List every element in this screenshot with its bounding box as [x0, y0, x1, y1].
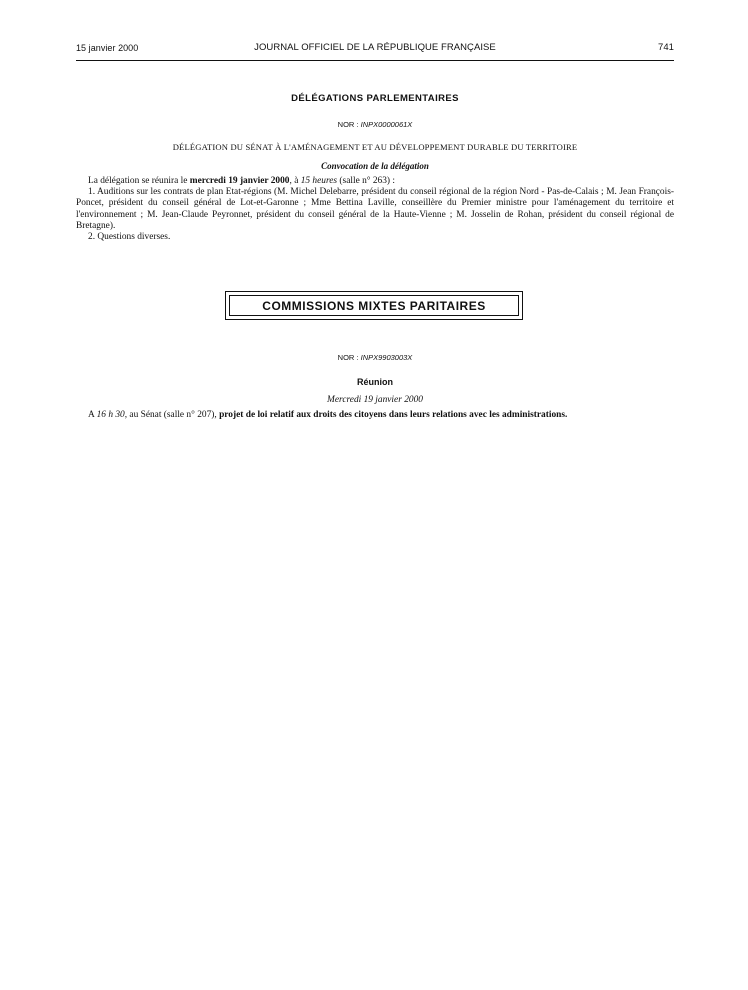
commissions-title-box: [225, 291, 523, 320]
intro-date: mercredi 19 janvier 2000: [189, 176, 290, 186]
commissions-title: COMMISSIONS MIXTES PARITAIRES: [229, 295, 519, 316]
intro-time: 15 heures: [300, 176, 338, 186]
section-commissions: [76, 353, 674, 421]
agenda-item-1: 1. Auditions sur les contrats de plan Etat-régions (M. Michel Delebarre, président du conseil régional de la région Nord - Pas-de-Calais ; M. Jean François-Poncet, président du conseil général de Lot-et-Garonne ; Mme Bettina Laville, conseillère du Premier ministre pour l'aménagement du territoire et l'environnement ; M. Jean-Claude Peyronnet, président du conseil général de la Haute-Vienne ; M. Josselin de Rohan, président du conseil régional de Bretagne).: [76, 187, 674, 231]
page-header: [76, 42, 674, 56]
nor-label-2: NOR :: [337, 353, 359, 362]
nor-reference: [76, 120, 674, 132]
section-delegations: [76, 93, 674, 243]
header-journal-title: JOURNAL OFFICIEL DE LA RÉPUBLIQUE FRANÇAISE: [254, 42, 496, 53]
meeting-prefix: A: [88, 410, 95, 420]
meeting-line: [76, 410, 674, 421]
delegation-title: DÉLÉGATION DU SÉNAT À L'AMÉNAGEMENT ET AU DÉVELOPPEMENT DURABLE DU TERRITOIRE: [172, 142, 578, 152]
nor-reference-2: [76, 353, 674, 365]
nor-label: NOR :: [337, 120, 359, 129]
meeting-date: Mercredi 19 janvier 2000: [327, 395, 423, 405]
header-date: 15 janvier 2000: [76, 43, 139, 53]
header-rule: [76, 60, 674, 61]
section-title: DÉLÉGATIONS PARLEMENTAIRES: [291, 93, 459, 104]
meeting-subject: projet de loi relatif aux droits des citoyens dans leurs relations avec les administrations.: [219, 410, 568, 420]
header-page-number: 741: [657, 42, 674, 53]
nor-code: INPX0000061X: [360, 120, 413, 129]
agenda-item-2: 2. Questions diverses.: [88, 232, 171, 243]
meeting-time: 16 h 30,: [96, 410, 128, 420]
intro-paragraph: [76, 176, 674, 187]
convocation-heading: Convocation de la délégation: [321, 161, 429, 171]
intro-suffix: (salle n° 263) :: [339, 176, 395, 186]
intro-prefix: La délégation se réunira le: [88, 176, 188, 186]
meeting-location: au Sénat (salle n° 207),: [129, 410, 217, 420]
reunion-heading: Réunion: [357, 377, 393, 387]
nor-code-2: INPX9903003X: [360, 353, 413, 362]
intro-comma: , à: [289, 176, 299, 186]
